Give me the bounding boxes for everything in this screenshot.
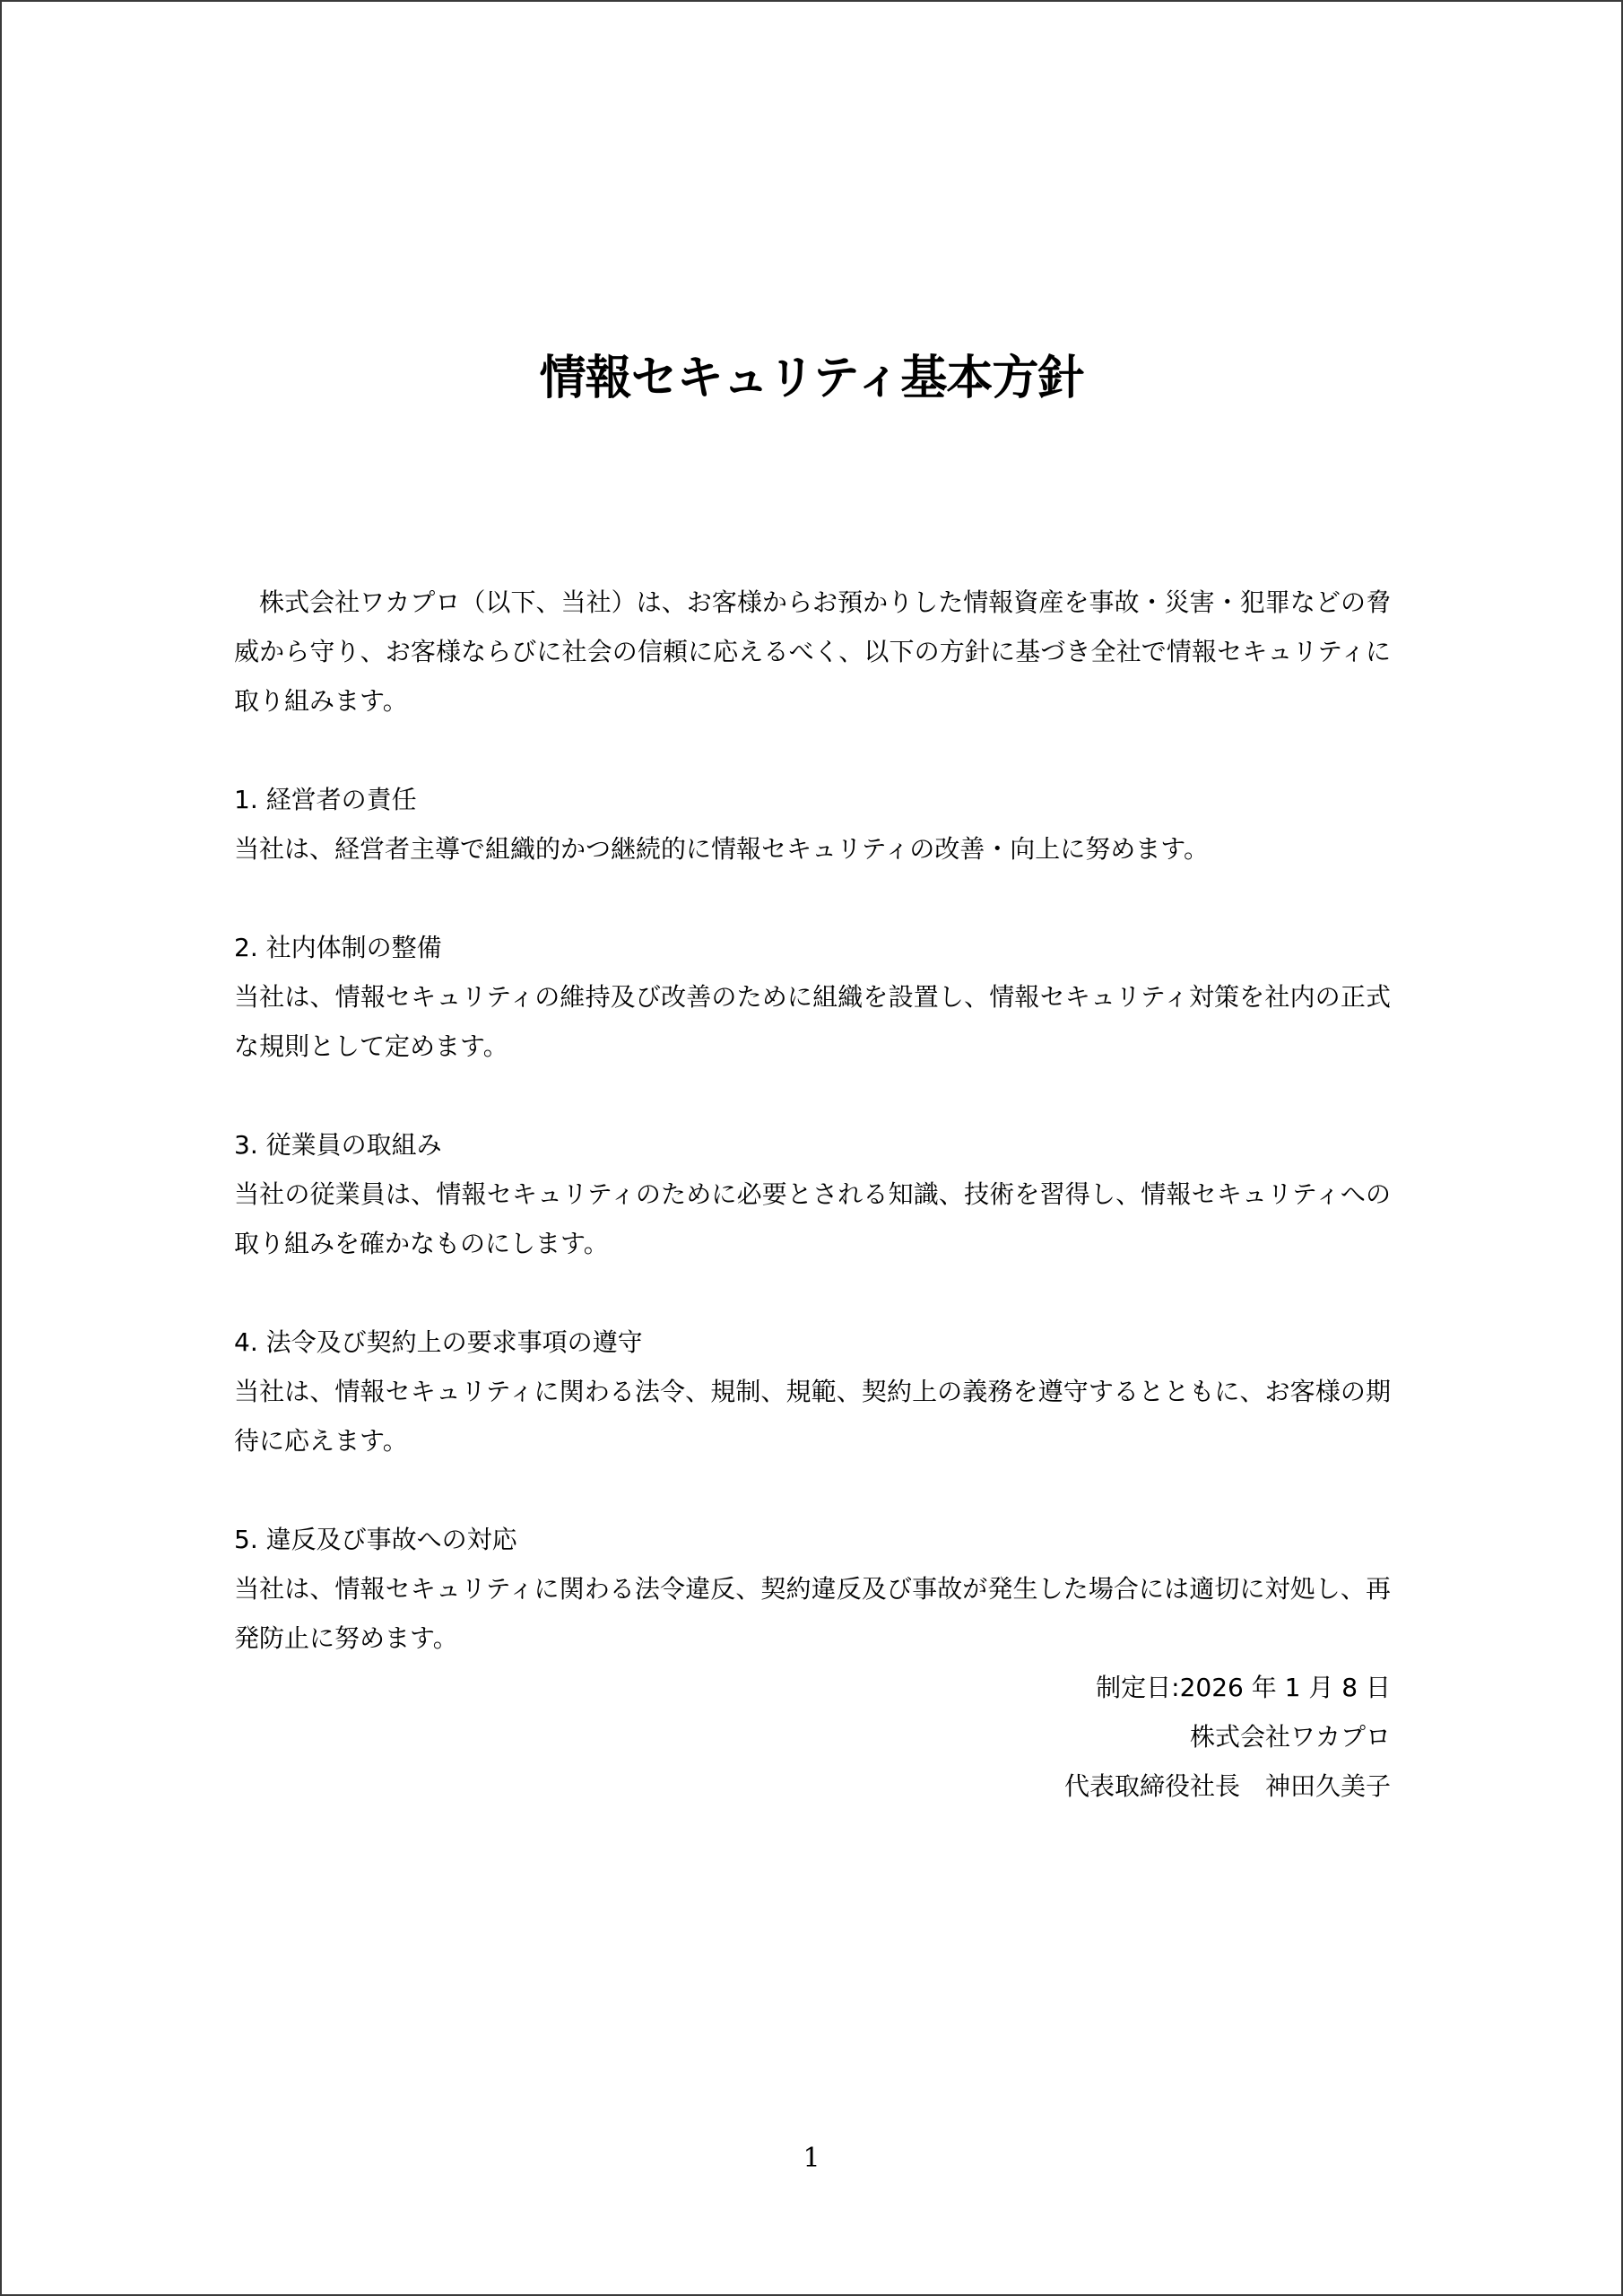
section-heading: 1. 経営者の責任 [234, 785, 417, 814]
representative-name: 代表取締役社長 神田久美子 [1063, 1771, 1391, 1801]
section-text: 当社は、情報セキュリティの維持及び改善のために組織を設置し、情報セキュリティ対策を社内の正式な規則として定めます。 [234, 982, 1391, 1061]
section-1 [234, 775, 1391, 874]
section-heading: 2. 社内体制の整備 [234, 933, 442, 962]
enactment-date: 制定日:2026 年 1 月 8 日 [1096, 1673, 1391, 1702]
section-3 [234, 1120, 1391, 1268]
section-heading: 5. 違反及び事故への対応 [234, 1525, 517, 1554]
section-2 [234, 923, 1391, 1071]
section-4 [234, 1318, 1391, 1465]
intro-paragraph: 株式会社ワカプロ（以下、当社）は、お客様からお預かりした情報資産を事故・災害・犯罪などの脅威から守り、お客様ならびに社会の信頼に応えるべく、以下の方針に基づき全社で情報セキュリティに取り組みます。 [234, 587, 1391, 716]
section-heading: 3. 従業員の取組み [234, 1130, 442, 1160]
signature-block [234, 1663, 1391, 1811]
section-text: 当社は、経営者主導で組織的かつ継続的に情報セキュリティの改善・向上に努めます。 [234, 834, 1209, 864]
section-text: 当社の従業員は、情報セキュリティのために必要とされる知識、技術を習得し、情報セキュリティへの取り組みを確かなものにします。 [234, 1179, 1391, 1258]
document-title: 情報セキュリティ基本方針 [539, 352, 1084, 405]
section-heading: 4. 法令及び契約上の要求事項の遵守 [234, 1327, 643, 1357]
section-5 [234, 1515, 1391, 1663]
company-name: 株式会社ワカプロ [1189, 1722, 1391, 1752]
document-body [234, 578, 1391, 1811]
section-text: 当社は、情報セキュリティに関わる法令違反、契約違反及び事故が発生した場合には適切に対処し、再発防止に努めます。 [234, 1574, 1391, 1653]
section-text: 当社は、情報セキュリティに関わる法令、規制、規範、契約上の義務を遵守するとともに、お客様の期待に応えます。 [234, 1377, 1391, 1456]
page-number: 1 [803, 2143, 820, 2174]
